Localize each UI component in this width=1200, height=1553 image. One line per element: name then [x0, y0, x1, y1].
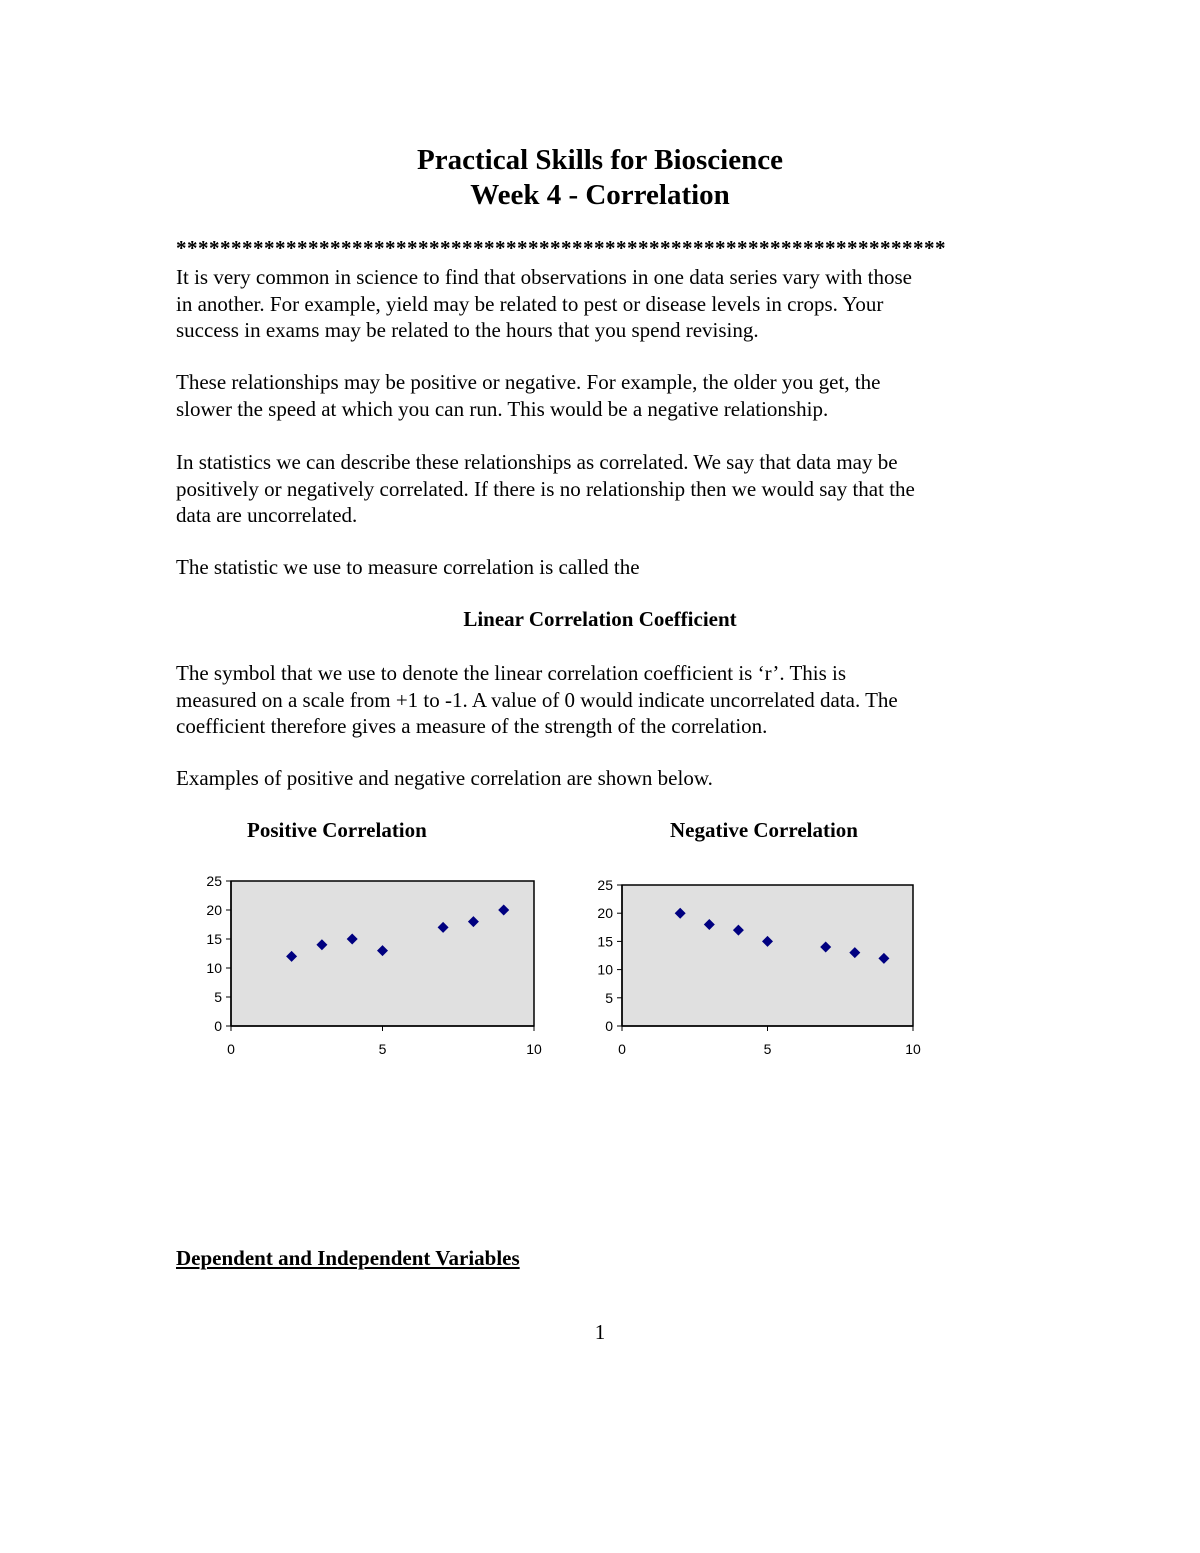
y-tick-label: 10 — [597, 961, 613, 978]
y-tick-label: 0 — [214, 1018, 222, 1034]
heading-linear-correlation-coefficient: Linear Correlation Coefficient — [463, 607, 737, 631]
text-line: Examples of positive and negative correlation are shown below. — [176, 766, 713, 790]
paragraph-statistics — [176, 449, 1036, 529]
y-tick-label: 10 — [206, 960, 222, 976]
y-tick-label: 25 — [597, 877, 613, 893]
chart-title-negative: Negative Correlation — [670, 818, 858, 842]
text-line: data are uncorrelated. — [176, 503, 358, 527]
text-line: measured on a scale from +1 to -1. A value of 0 would indicate uncorrelated data. The — [176, 687, 898, 712]
page-title: Practical Skills for Bioscience — [417, 144, 783, 176]
paragraph-statistic-intro — [176, 554, 1036, 581]
page-subtitle: Week 4 - Correlation — [470, 179, 730, 211]
y-tick-label: 5 — [605, 989, 613, 1006]
text-line: The statistic we use to measure correlation is called the — [176, 555, 640, 579]
page-number: 1 — [594, 1320, 606, 1344]
x-tick-label: 5 — [378, 1041, 387, 1057]
y-tick-label: 25 — [206, 873, 222, 889]
y-tick-label: 15 — [206, 931, 222, 947]
text-line: slower the speed at which you can run. This would be a negative relationship. — [176, 396, 829, 421]
text-line: positively or negatively correlated. If there is no relationship then we would say that the — [176, 476, 915, 501]
text-line: in another. For example, yield may be related to pest or disease levels in crops. Your — [176, 291, 884, 316]
y-tick-label: 0 — [605, 1018, 613, 1034]
paragraph-intro — [176, 264, 1036, 344]
asterisk-divider: ********************************************************************** — [176, 236, 946, 260]
negative-correlation-chart — [580, 875, 940, 1065]
chart-title-positive: Positive Correlation — [247, 818, 427, 842]
x-tick-label: 5 — [763, 1041, 772, 1057]
section-heading-variables: Dependent and Independent Variables — [176, 1246, 520, 1270]
text-line: coefficient therefore gives a measure of the strength of the correlation. — [176, 714, 768, 738]
positive-correlation-chart — [190, 870, 560, 1065]
x-tick-label: 0 — [227, 1041, 235, 1057]
text-line: success in exams may be related to the hours that you spend revising. — [176, 318, 759, 342]
x-tick-label: 10 — [905, 1041, 921, 1057]
text-line: The symbol that we use to denote the linear correlation coefficient is ‘r’. This is — [176, 661, 847, 685]
y-tick-label: 5 — [214, 989, 222, 1005]
y-tick-label: 20 — [206, 902, 222, 918]
paragraph-symbol — [176, 660, 1036, 740]
text-line: In statistics we can describe these relationships as correlated. We say that data may be — [176, 450, 898, 474]
x-tick-label: 0 — [618, 1041, 626, 1057]
plot-area — [622, 885, 913, 1026]
text-line: It is very common in science to find that observations in one data series vary with those — [176, 265, 912, 289]
y-tick-label: 15 — [597, 933, 613, 950]
paragraph-examples — [176, 765, 1036, 792]
x-tick-label: 10 — [526, 1041, 542, 1057]
y-tick-label: 20 — [597, 905, 613, 922]
paragraph-relationships — [176, 369, 1036, 422]
text-line: These relationships may be positive or negative. For example, the older you get, the — [176, 370, 881, 394]
